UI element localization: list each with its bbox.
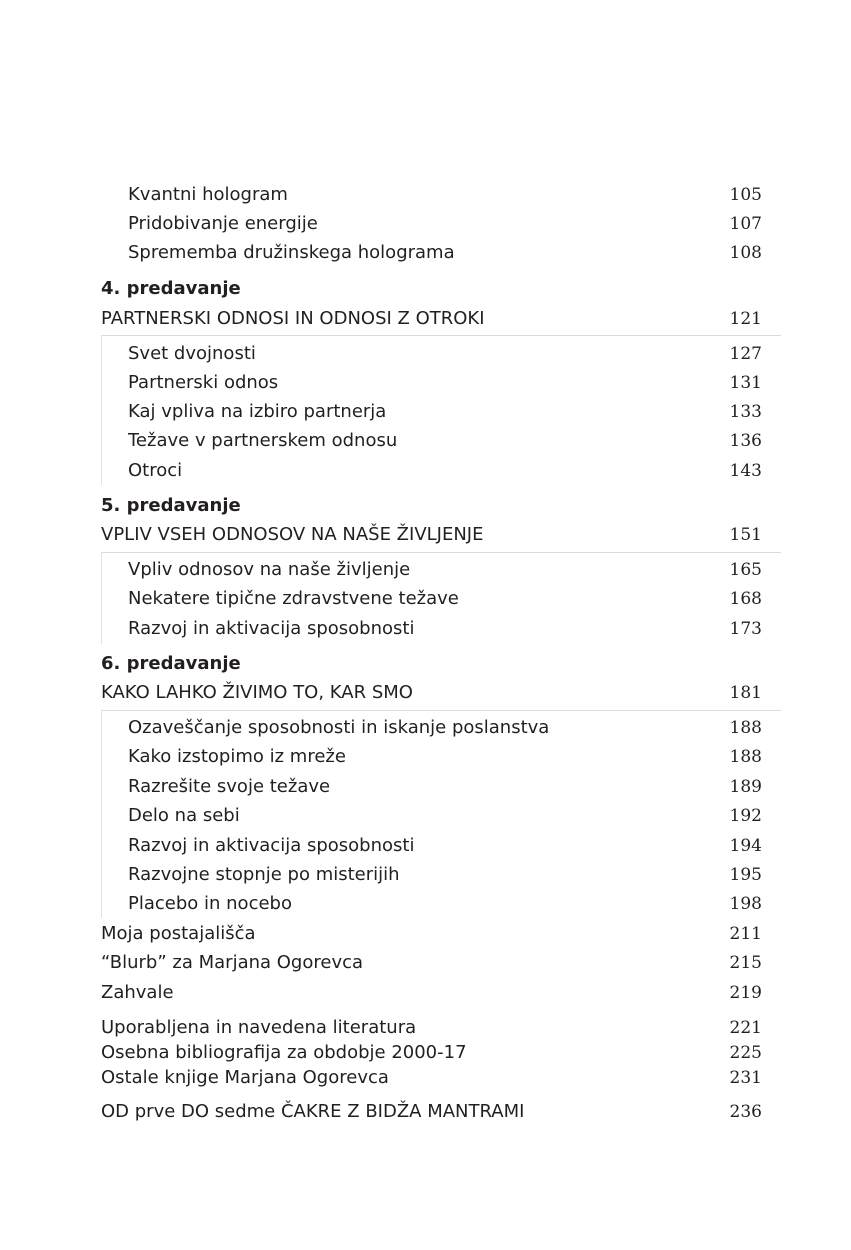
toc-entry <box>101 949 762 977</box>
toc-entry <box>101 1039 762 1067</box>
toc-entry-title: Zahvale <box>101 982 174 1003</box>
toc-entry-title: Svet dvojnosti <box>128 343 256 364</box>
toc-entry-title: “Blurb” za Marjana Ogorevca <box>101 952 364 973</box>
toc-entry <box>101 457 762 485</box>
toc-entry-page: 168 <box>729 589 762 609</box>
lecture-page: 181 <box>729 683 762 703</box>
toc-entry-title: Vpliv odnosov na naše življenje <box>128 559 411 580</box>
toc-entry-title: Otroci <box>128 460 183 481</box>
toc-entry-title: Osebna bibliografija za obdobje 2000-17 <box>101 1042 467 1063</box>
toc-entry-title: Ozaveščanje sposobnosti in iskanje poslanstva <box>128 717 550 738</box>
toc-entry-title: Delo na sebi <box>128 805 240 826</box>
toc-entry-page: 192 <box>729 806 762 826</box>
toc-entry-title: Partnerski odnos <box>128 372 279 393</box>
toc-entry <box>101 861 762 889</box>
toc-entry-title: Težave v partnerskem odnosu <box>128 430 398 451</box>
toc-entry-title: Razvoj in aktivacija sposobnosti <box>128 835 415 856</box>
toc-entry <box>101 1098 762 1126</box>
lecture-title: VPLIV VSEH ODNOSOV NA NAŠE ŽIVLJENJE <box>101 524 484 545</box>
toc-entry <box>101 340 762 368</box>
toc-entry-page: 127 <box>729 344 762 364</box>
toc-entry-title: Uporabljena in navedena literatura <box>101 1017 417 1038</box>
toc-entry-title: Razvojne stopnje po misterijih <box>128 864 400 885</box>
toc-entry-page: 136 <box>729 431 762 451</box>
toc-entry-page: 231 <box>729 1068 762 1088</box>
toc-entry-title: Razrešite svoje težave <box>128 776 331 797</box>
lecture-page: 121 <box>729 309 762 329</box>
toc-entry-page: 211 <box>729 924 762 944</box>
toc-entry-title: Kaj vpliva na izbiro partnerja <box>128 401 387 422</box>
section-divider <box>101 335 781 336</box>
toc-entry-page: 236 <box>729 1102 762 1122</box>
toc-entry-page: 194 <box>729 836 762 856</box>
toc-entry-page: 143 <box>729 461 762 481</box>
lecture-heading <box>101 521 762 549</box>
toc-entry-title: Nekatere tipične zdravstvene težave <box>128 588 459 609</box>
toc-entry <box>101 556 762 584</box>
lecture-page: 151 <box>729 525 762 545</box>
lecture-label: 4. predavanje <box>101 278 241 299</box>
toc-entry <box>101 1064 762 1092</box>
toc-entry <box>101 802 762 830</box>
toc-entry-title: Sprememba družinskega holograma <box>128 242 455 263</box>
toc-entry-page: 133 <box>729 402 762 422</box>
toc-entry-page: 173 <box>729 619 762 639</box>
toc-entry-page: 219 <box>729 983 762 1003</box>
lecture-heading <box>101 679 762 707</box>
toc-entry-title: Moja postajališča <box>101 923 256 944</box>
toc-entry <box>101 398 762 426</box>
toc-entry-page: 195 <box>729 865 762 885</box>
section-divider <box>101 710 781 711</box>
toc-entry <box>101 239 762 267</box>
toc-entry-title: Placebo in nocebo <box>128 893 292 914</box>
toc-entry-page: 189 <box>729 777 762 797</box>
toc-entry-title: Ostale knjige Marjana Ogorevca <box>101 1067 389 1088</box>
toc-entry-title: OD prve DO sedme ČAKRE Z BIDŽA MANTRAMI <box>101 1101 525 1122</box>
lecture-label: 5. predavanje <box>101 495 241 516</box>
toc-entry <box>101 832 762 860</box>
toc-entry <box>101 369 762 397</box>
section-divider <box>101 552 781 553</box>
toc-entry-page: 221 <box>729 1018 762 1038</box>
lecture-heading <box>101 305 762 333</box>
toc-entry <box>101 585 762 613</box>
toc-entry <box>101 1014 762 1042</box>
toc-entry-title: Razvoj in aktivacija sposobnosti <box>128 618 415 639</box>
toc-entry-page: 188 <box>729 747 762 767</box>
toc-entry-page: 188 <box>729 718 762 738</box>
toc-entry <box>101 743 762 771</box>
toc-entry <box>101 181 762 209</box>
toc-entry-page: 108 <box>729 243 762 263</box>
toc-entry <box>101 427 762 455</box>
toc-entry-page: 107 <box>729 214 762 234</box>
toc-entry <box>101 890 762 918</box>
toc-entry-title: Kvantni hologram <box>128 184 288 205</box>
toc-entry-page: 131 <box>729 373 762 393</box>
toc-entry-page: 225 <box>729 1043 762 1063</box>
toc-entry-page: 215 <box>729 953 762 973</box>
toc-entry-title: Kako izstopimo iz mreže <box>128 746 346 767</box>
toc-entry-page: 165 <box>729 560 762 580</box>
toc-entry <box>101 714 762 742</box>
toc-entry <box>101 615 762 643</box>
toc-entry <box>101 210 762 238</box>
lecture-label: 6. predavanje <box>101 653 241 674</box>
lecture-title: KAKO LAHKO ŽIVIMO TO, KAR SMO <box>101 682 413 703</box>
toc-entry-page: 198 <box>729 894 762 914</box>
toc-entry <box>101 773 762 801</box>
toc-entry-page: 105 <box>729 185 762 205</box>
toc-entry-title: Pridobivanje energije <box>128 213 318 234</box>
lecture-title: PARTNERSKI ODNOSI IN ODNOSI Z OTROKI <box>101 308 485 329</box>
toc-entry <box>101 979 762 1007</box>
toc-entry <box>101 920 762 948</box>
